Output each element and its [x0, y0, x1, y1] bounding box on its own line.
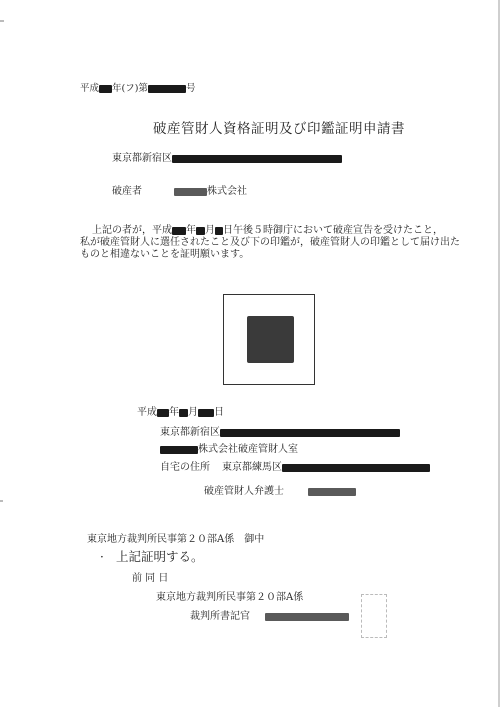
redaction: [172, 227, 186, 235]
attorney-name: [308, 486, 356, 498]
bankrupt-name: [174, 186, 247, 198]
bankrupt-line: [112, 186, 142, 198]
address-text: 東京都新宿区: [112, 153, 172, 164]
clerk-name: [265, 611, 349, 623]
addressee: 東京地方裁判所民事第２０部A係 御中: [87, 534, 265, 545]
same-day: 前 同 日: [132, 573, 169, 584]
applicant-office: [160, 444, 298, 456]
date-prefix: 平成: [137, 407, 157, 418]
date-day: 日: [214, 407, 224, 418]
redaction: [148, 85, 186, 93]
applicant-office-text: 株式会社破産管財人室: [198, 444, 298, 455]
body-text-1a: 上記の者が，平成: [92, 225, 172, 236]
home-address-label: 自宅の住所: [160, 462, 210, 473]
case-number-suffix: 号: [185, 83, 196, 94]
redaction: [282, 464, 430, 472]
applicant-address-text: 東京都新宿区: [160, 427, 220, 438]
case-prefix: 平成: [80, 83, 100, 94]
date-year: 年: [169, 407, 179, 418]
seal-impression: [247, 316, 294, 363]
case-number: [80, 83, 195, 95]
applicant-address: [160, 427, 400, 439]
certification-statement: 上記証明する。: [116, 549, 204, 564]
redaction: [99, 85, 112, 93]
redaction: [196, 227, 205, 235]
redaction: [220, 429, 400, 437]
redaction: [265, 613, 349, 621]
redaction: [172, 155, 342, 163]
scan-mark: [0, 20, 4, 22]
bankrupt-address: [112, 153, 342, 165]
redaction: [215, 227, 223, 235]
redaction: [160, 446, 198, 454]
bankrupt-label: 破産者: [112, 186, 142, 197]
scan-mark: [0, 500, 3, 502]
redaction: [179, 409, 188, 417]
body-text-1c: 月: [205, 225, 215, 236]
court-name: 東京地方裁判所民事第２０部A係: [156, 592, 304, 603]
court-seal-area: [361, 594, 387, 638]
attorney-title: 破産管財人弁護士: [204, 486, 284, 497]
redaction: [174, 188, 207, 196]
clerk-title: 裁判所書記官: [190, 611, 250, 622]
home-address: [222, 462, 430, 474]
redaction: [308, 488, 356, 496]
home-address-text: 東京都練馬区: [222, 462, 282, 473]
case-year-suffix: 年(フ)第: [112, 83, 148, 94]
body-text-1d: 日午後５時御庁において破産宣告を受けたこと，: [223, 225, 443, 236]
cert-dot: ·: [100, 550, 104, 564]
body-text-1b: 年: [186, 225, 196, 236]
bankrupt-suffix: 株式会社: [207, 186, 247, 197]
body-line-1: [92, 225, 443, 237]
application-date: [137, 407, 224, 419]
date-month: 月: [188, 407, 198, 418]
document-title: 破産管財人資格証明及び印鑑証明申請書: [153, 121, 405, 137]
body-line-2: 私が破産管財人に選任されたこと及び下の印鑑が，破産管財人の印鑑として届け出た: [80, 237, 460, 248]
body-line-3: ものと相違ないことを証明願います。: [80, 249, 250, 260]
redaction: [198, 409, 214, 417]
redaction: [157, 409, 169, 417]
